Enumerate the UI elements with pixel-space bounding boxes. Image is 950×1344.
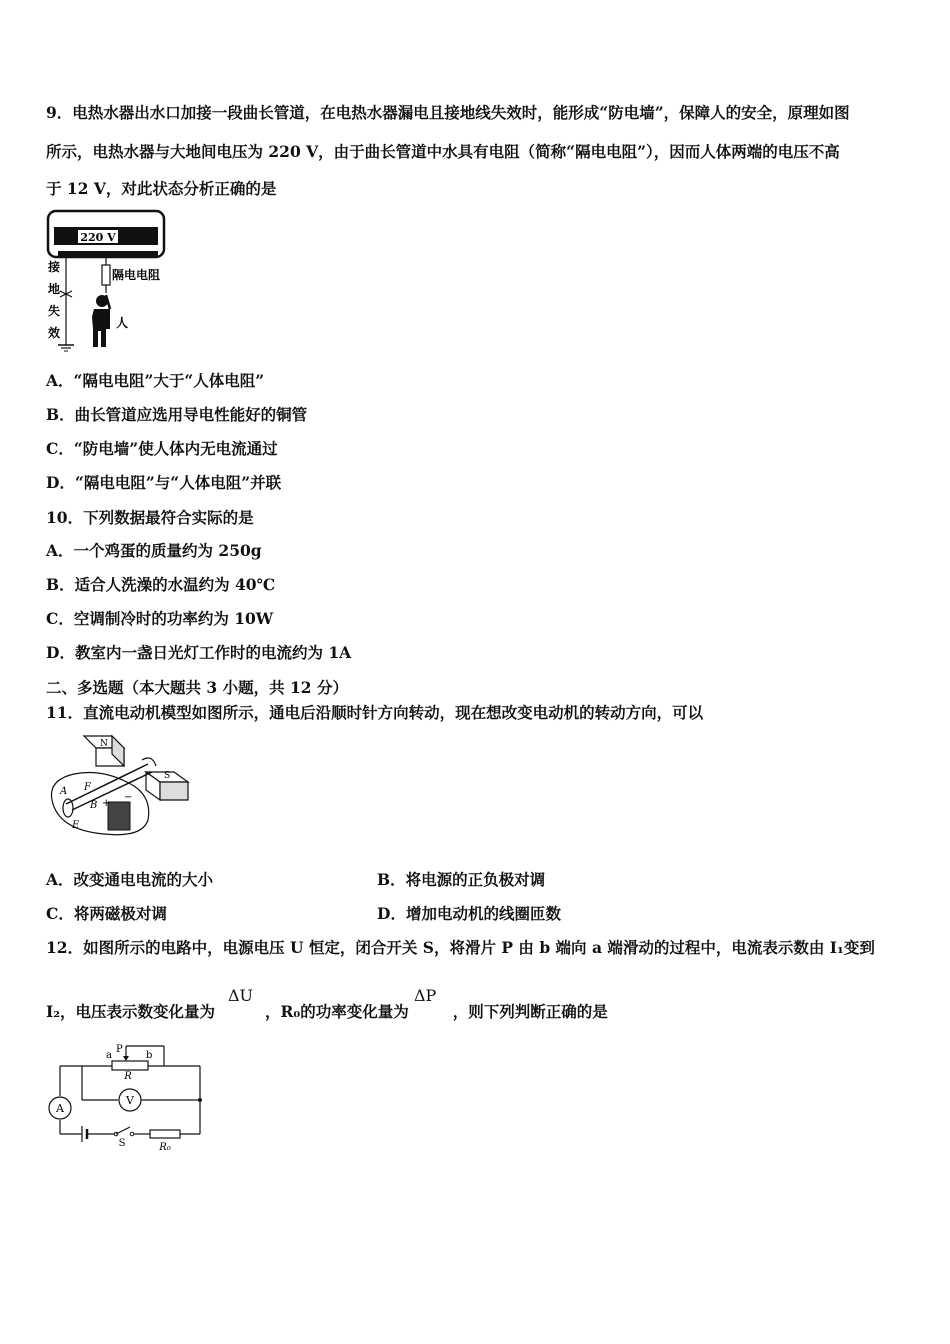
magnet-n-label: N: [100, 739, 108, 749]
voltmeter-label: V: [126, 1094, 134, 1107]
delta-u: ΔU: [228, 986, 254, 1005]
rotation-arrow: [142, 758, 156, 766]
q10-stem: 10．下列数据最符合实际的是: [46, 508, 254, 527]
q12-circuit-figure: [42, 1040, 212, 1155]
ground-label-1: 接: [48, 260, 61, 274]
q11-motor-figure: [44, 730, 194, 842]
rheostat-end-a: a: [106, 1050, 112, 1061]
rheostat-r-label: R: [124, 1071, 132, 1082]
battery: [108, 802, 130, 830]
q9-stem-line2: 所示，电热水器与大地间电压为 220 V，由于曲长管道中水具有电阻（简称“隔电电阻”），因而人体两端的电压不高: [46, 142, 840, 161]
resistor-r0-label: R₀: [159, 1142, 171, 1153]
label-b: B: [90, 800, 98, 811]
q10-option-a[interactable]: A．一个鸡蛋的质量约为 250g: [46, 541, 262, 560]
ammeter-label: A: [56, 1102, 64, 1115]
q9-option-a[interactable]: A．“隔电电阻”大于“人体电阻”: [46, 371, 265, 390]
q11-option-d[interactable]: D．增加电动机的线圈匝数: [377, 904, 561, 923]
junction: [198, 1098, 202, 1102]
q12-stem-line2: [46, 1000, 608, 1022]
label-minus: −: [124, 792, 133, 803]
q10-option-b[interactable]: B．适合人洗澡的水温约为 40℃: [46, 575, 276, 594]
delta-p: ΔP: [414, 986, 437, 1005]
section-multiple-choice-heading: 二、多选题（本大题共 3 小题，共 12 分）: [46, 678, 348, 697]
water-heater-base: [58, 251, 158, 257]
label-e: E: [72, 820, 80, 831]
ground-label-3: 失: [48, 304, 61, 318]
label-plus: +: [102, 798, 111, 809]
q9-figure: [44, 207, 174, 357]
person-label: 人: [116, 316, 129, 330]
magnet-s-label: S: [164, 771, 171, 781]
slider-p-label: P: [116, 1044, 123, 1055]
q10-option-d[interactable]: D．教室内一盏日光灯工作时的电流约为 1A: [46, 643, 352, 662]
q11-option-c[interactable]: C．将两磁极对调: [46, 904, 167, 923]
voltage-label: 220 V: [80, 231, 116, 244]
label-f: F: [84, 782, 91, 793]
q12-stem-line2-a: I₂，电压表示数变化量为: [46, 1002, 216, 1021]
ground-label-2: 地: [48, 282, 61, 296]
q12-stem-line2-b: ，R₀的功率变化量为: [265, 1002, 409, 1021]
q9-option-c[interactable]: C．“防电墙”使人体内无电流通过: [46, 439, 278, 458]
q12-stem-line2-c: ，则下列判断正确的是: [452, 1002, 608, 1021]
q11-option-a[interactable]: A．改变通电电流的大小: [46, 870, 214, 889]
ground-label-4: 效: [48, 326, 61, 340]
q11-option-b[interactable]: B．将电源的正负极对调: [377, 870, 546, 889]
q9-stem-line3: 于 12 V，对此状态分析正确的是: [46, 179, 277, 198]
isolation-resistor-label: 隔电电阻: [112, 268, 161, 282]
q11-stem: 11．直流电动机模型如图所示，通电后沿顺时针方向转动，现在想改变电动机的转动方向，可以: [46, 703, 704, 722]
switch-label: S: [118, 1138, 126, 1149]
rheostat-end-b: b: [146, 1050, 153, 1061]
label-a: A: [60, 786, 68, 797]
q9-stem-line1: 9．电热水器出水口加接一段曲长管道，在电热水器漏电且接地线失效时，能形成“防电墙”，保障人的安全，原理如图: [46, 103, 850, 122]
switch: [116, 1127, 130, 1134]
q9-option-b[interactable]: B．曲长管道应选用导电性能好的铜管: [46, 405, 308, 424]
resistor-r0: [150, 1130, 180, 1138]
rheostat-r: [112, 1061, 148, 1070]
person-icon: [92, 295, 110, 347]
q12-stem-line1: 12．如图所示的电路中，电源电压 U 恒定，闭合开关 S，将滑片 P 由 b 端向 a 端滑动的过程中，电流表示数由 I₁变到: [46, 938, 875, 957]
commutator: [63, 799, 73, 817]
isolation-resistor: [102, 265, 110, 285]
q9-option-d[interactable]: D．“隔电电阻”与“人体电阻”并联: [46, 473, 282, 492]
q10-option-c[interactable]: C．空调制冷时的功率约为 10W: [46, 609, 274, 628]
